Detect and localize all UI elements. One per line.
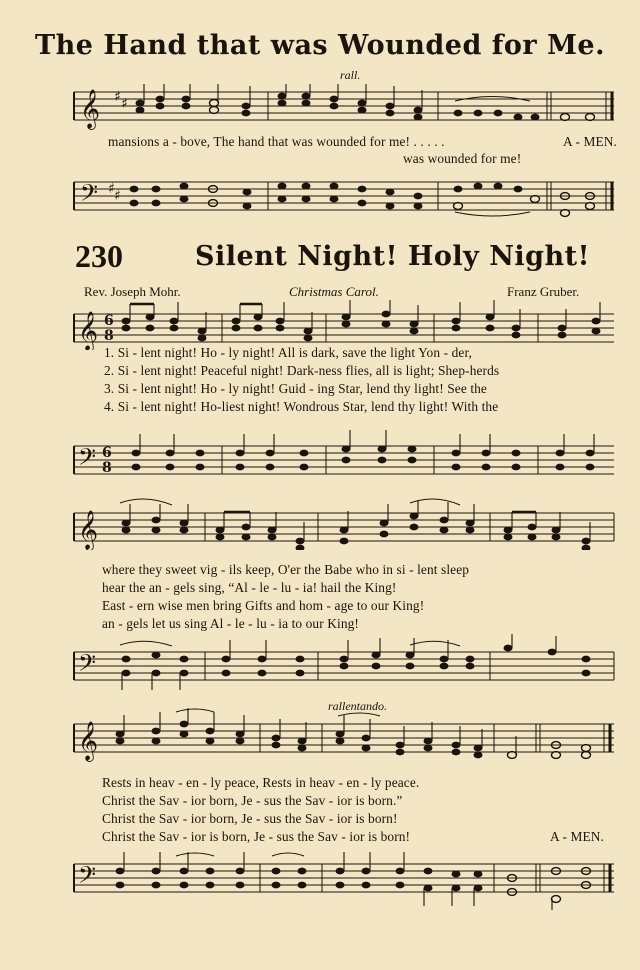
system3-treble-staff [0,706,640,764]
system3-verse-1: Rests in heav - en - ly peace, Rests in heav - en - ly peace. [102,775,420,790]
svg-text:♯: ♯ [114,89,121,105]
system1-verse-2: 2. Si - lent night! Peaceful night! Dark-ness flies, all is light; Shep-herds [104,363,500,378]
top-lyric-line-1: mansions a - bove, The hand that was wounded for me! . . . . . [108,134,445,149]
system2-treble-staff [0,496,640,550]
top-lyric-line-2: was wounded for me! [403,151,522,166]
system2-verse-4: an - gels let us sing Al - le - lu - ia to our King! [102,616,359,631]
svg-text:6: 6 [102,445,112,461]
system2-verse-3: East - ern wise men bring Gifts and hom - age to our King! [102,598,425,613]
top-treble-staff [0,84,640,134]
system3-verse-3: Christ the Sav - ior born, Je - sus the Sav - ior is born! [102,811,398,826]
lyricist-credit: Rev. Joseph Mohr. [84,284,181,299]
hymn-title: Silent Night! Holy Night! [195,241,590,272]
svg-text:8: 8 [104,328,114,344]
svg-text:♯: ♯ [121,96,128,112]
svg-text:𝄢: 𝄢 [78,861,97,894]
system1-treble-staff [0,300,640,350]
svg-text:𝄢: 𝄢 [78,443,97,476]
svg-text:♯: ♯ [114,188,121,204]
system1-verse-3: 3. Si - lent night! Ho - ly night! Guid - ing Star, lend thy light! See the [104,381,487,396]
composer-credit: Franz Gruber. [507,284,580,299]
system1-verse-4: 4. Si - lent night! Ho-liest night! Wondrous Star, lend thy light! With the [104,399,499,414]
system3-bass-staff [0,846,640,912]
system1-verse-1: 1. Si - lent night! Ho - ly night! All is dark, save the light Yon - der, [104,345,472,360]
svg-text:𝄞: 𝄞 [80,89,101,129]
top-tempo-mark: rall. [340,68,361,82]
tune-name: Christmas Carol. [289,284,379,299]
rallentando-mark: rallentando. [328,699,387,713]
svg-text:𝄞: 𝄞 [78,721,99,761]
system2-bass-staff [0,634,640,694]
system3-verse-4: Christ the Sav - ior is born, Je - sus the Sav - ior is born! [102,829,411,844]
system2-verse-2: hear the an - gels sing, “Al - le - lu - ia! hail the King! [102,580,397,595]
svg-text:♯: ♯ [108,181,115,197]
system2-verse-1: where they sweet vig - ils keep, O'er the Babe who in si - lent sleep [102,562,470,577]
svg-text:𝄞: 𝄞 [78,311,99,350]
svg-text:𝄞: 𝄞 [78,510,99,550]
svg-text:8: 8 [102,460,112,476]
top-bass-staff [0,168,640,222]
svg-text:𝄢: 𝄢 [80,179,99,212]
svg-text:6: 6 [104,313,114,329]
system3-verse-2: Christ the Sav - ior born, Je - sus the Sav - ior is born.” [102,793,403,808]
svg-text:𝄢: 𝄢 [78,649,97,682]
hymn-number: 230 [75,238,123,274]
top-amen: A - MEN. [563,134,617,149]
top-hymn-title: The Hand that was Wounded for Me. [35,30,605,61]
system1-bass-staff [0,426,640,486]
hymn-amen: A - MEN. [550,829,604,844]
